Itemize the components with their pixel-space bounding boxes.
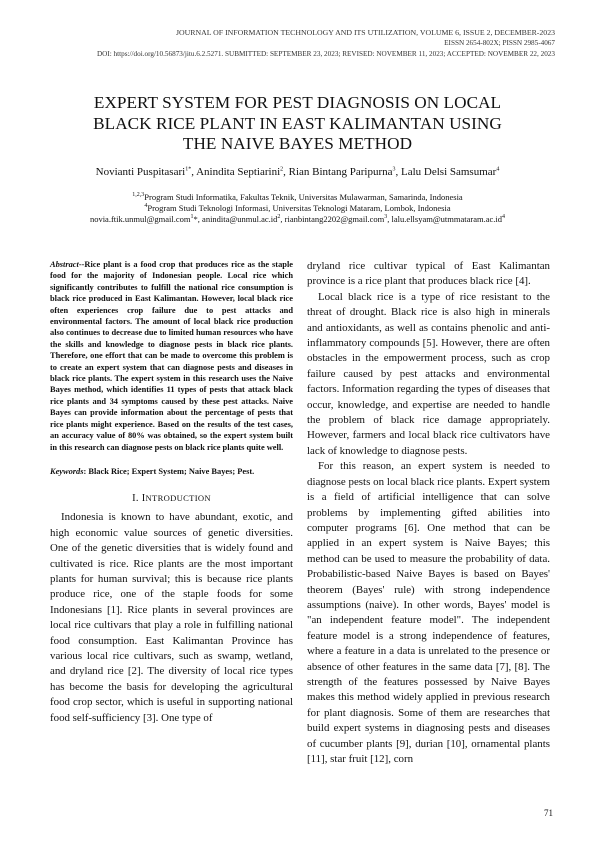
title-line-3: THE NAIVE BAYES METHOD — [182, 134, 413, 153]
title-line-1: EXPERT SYSTEM FOR PEST DIAGNOSIS ON LOCAL — [93, 93, 502, 112]
right-body-text — [307, 259, 550, 767]
email-3: , rianbintang2202@gmail.com — [280, 214, 385, 224]
author-3: Rian Bintang Paripurna — [288, 166, 393, 178]
issn-line: EISSN 2654-802X; PISSN 2985-4067 — [444, 39, 555, 47]
affiliation-2: $^4$Program Studi Teknologi Informasi, Universitas Teknologi Mataram, Lombok, Indonesia — [144, 203, 451, 213]
author-2-sup: 2 — [280, 166, 284, 173]
paragraph: dryland rice cultivar typical of East Kalimantan province is a rice plant that produces black rice [4]. — [307, 260, 550, 288]
paragraph: Indonesia is known to have abundant, exotic, and high economic value sources of genetic diversities. One of the genetic diversities that is widely found and cultivated is rice. Rice plants are the most important plants for human survival; this is because rice plants produce rice, one of the staple foods for some Indonesians [1]. Rice plants in several provinces are local rice cultivars that play a role in fulfilling national food consumption. East Kalimantan Province has various local rice cultivars, such as swamp, wetland, and dryland rice [2]. The diversity of local rice types has become the basis for developing the agricultural food crop sector, which is useful in supporting national food self-sufficiency [3]. One type of — [50, 511, 293, 724]
email-line: novia.ftik.unmul@gmail.com$^1$*, $anindita@unmul.ac.id^2$, rianbintang2202@gmail.com$^3$, $lalu.ellsyam@utmmataram.ac.id^4$ — [89, 214, 506, 224]
affiliation-1: $^{1,2,3}$Program Studi Informatika, Fakultas Teknik, Universitas Mulawarman, Samarinda, Indonesia — [132, 192, 463, 202]
left-body-text — [50, 510, 293, 726]
section-heading-introduction: I. INTRODUCTION — [132, 493, 211, 505]
keywords — [50, 466, 293, 477]
author-1: Novianti Puspitasari — [95, 166, 186, 178]
abstract — [50, 259, 293, 453]
paragraph: For this reason, an expert system is needed to diagnose pests on local black rice plants. Expert system is a field of artificial intelligence that can solve problems by implementing gifted abilities into computer programs [6]. One method that can be applied in an expert system is Naive Bayes; this method can be used to measure the probability of data. Probabilistic-based Naive Bayes is based on Bayes' theorem (Bayes' rule) with strong independence assumptions (naive). In other words, Bayes' model is "an independent feature model". The independent feature model is a strong independence of features, where a feature in a data is unrelated to the presence or absence of other features in the same data [7], [8]. The strength of the features possessed by Naive Bayes makes this method widely applied in previous research for plant diagnosis. Some of them are researches that build expert systems in diagnosing pests and diseases of cucumber plants [9], durian [10], ornamental plants [11], star fruit [12], corn — [307, 460, 550, 765]
author-4-sup: 4 — [496, 166, 500, 173]
abstract-text: --Rice plant is a food crop that produces rice as the staple food for the majority of Indonesian people. Local rice which significantly contributes to fulfill the national rice consumption is black rice produced in East Kalimantan. However, local black rice often experiences crop failure due to pest attacks and environmental factors. The amount of local black rice production also continues to decrease due to limited human resources who have the skills and knowledge to diagnose pests in black rice plants. Therefore, one effort that can be made to overcome this problem is to create an expert system that can diagnose pests and diseases in black rice plants. The expert system in this research uses the Naive Bayes method, which identifies 11 types of pests that attack black rice plants and 34 symptoms caused by these pest attacks. Naive Bayes can provide information about the percentage of pests that rice plants might experience. Based on the results of the test cases, an accuracy value of 80% was obtained, so the expert system built in this research can diagnose pests on black rice plants quite well. — [50, 260, 293, 452]
email-2: *, anindita@unmul.ac.id — [193, 214, 278, 224]
email-1: novia.ftik.unmul@gmail.com — [89, 214, 191, 224]
keywords-label: Keywords — [50, 466, 84, 476]
journal-header: JOURNAL OF INFORMATION TECHNOLOGY AND ITS UTILIZATION, VOLUME 6, ISSUE 2, DECEMBER-2023 — [175, 28, 555, 37]
author-3-sup: 3 — [392, 166, 396, 173]
right-column — [307, 259, 550, 767]
paper-title — [30, 93, 565, 155]
affiliations — [0, 192, 595, 225]
left-column — [50, 259, 293, 726]
email-4: , lalu.ellsyam@utmmataram.ac.id — [387, 214, 503, 224]
author-list: Novianti Puspitasari$^{1*}$, Anindita Septiarini$^2$, Rian Bintang Paripurna$^3$, Lalu Delsi Samsumar$^4$ — [95, 166, 500, 178]
keywords-text: : Black Rice; Expert System; Naive Bayes; Pest. — [83, 466, 255, 476]
paragraph: Local black rice is a type of rice resistant to the threat of drought. Black rice is also high in minerals and antioxidants, as well as contains phenolic and anti-inflammatory compounds [5]. However, there are often obstacles in the empowerment process, such as crop failure caused by pest attacks and environmental factors. Information regarding the types of diseases that occur, knowledge, and expertise are needed to handle the problem of black rice damage appropriately. However, farmers and local black rice cultivators have lack of knowledge to diagnose pests. — [307, 290, 550, 457]
doi-line: DOI: https://doi.org/10.56873/jitu.6.2.5271. SUBMITTED: SEPTEMBER 23, 2023; REVISED: NOVEMBER 11, 2023; ACCEPTED: NOVEMBER 22, 2023 — [96, 50, 555, 58]
abstract-label: Abstract — [50, 260, 79, 269]
author-4: Lalu Delsi Samsumar — [401, 166, 497, 178]
page-number: 71 — [544, 808, 553, 818]
author-1-sup: 1* — [185, 166, 192, 173]
title-line-2: BLACK RICE PLANT IN EAST KALIMANTAN USING — [93, 113, 502, 133]
author-2: Anindita Septiarini — [196, 166, 281, 178]
